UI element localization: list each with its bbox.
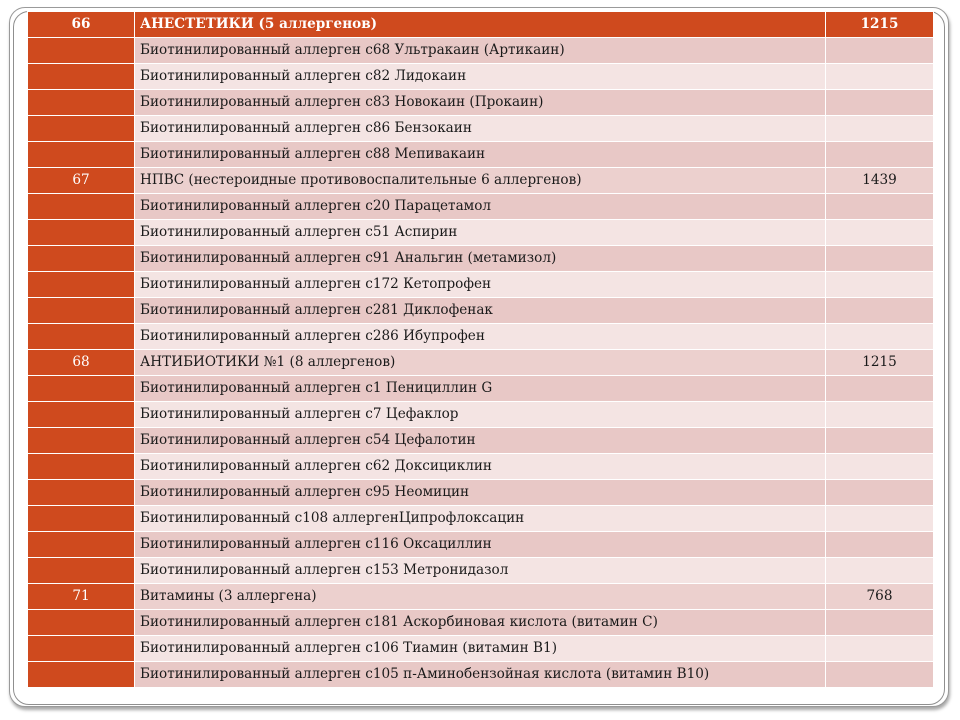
price-cell bbox=[826, 220, 934, 246]
table-row bbox=[28, 454, 934, 480]
price-cell bbox=[826, 272, 934, 298]
row-number-cell bbox=[28, 532, 135, 558]
row-number-cell bbox=[28, 194, 135, 220]
row-number-cell bbox=[28, 480, 135, 506]
row-number-cell bbox=[28, 558, 135, 584]
row-number-cell bbox=[28, 142, 135, 168]
table-row bbox=[28, 506, 934, 532]
row-number-cell: 71 bbox=[28, 584, 135, 610]
table-row bbox=[28, 246, 934, 272]
table-row bbox=[28, 272, 934, 298]
price-cell bbox=[826, 506, 934, 532]
table-row bbox=[28, 610, 934, 636]
table-row bbox=[28, 324, 934, 350]
price-cell bbox=[826, 454, 934, 480]
allergen-name-cell: Биотинилированный аллерген c181 Аскорбиновая кислота (витамин С) bbox=[135, 610, 826, 636]
allergen-name-cell: АНТИБИОТИКИ №1 (8 аллергенов) bbox=[135, 350, 826, 376]
table-row bbox=[28, 116, 934, 142]
group-header-row bbox=[28, 12, 934, 38]
row-number-cell bbox=[28, 376, 135, 402]
allergen-name-cell: Биотинилированный аллерген c54 Цефалотин bbox=[135, 428, 826, 454]
row-number-cell bbox=[28, 454, 135, 480]
table-row bbox=[28, 64, 934, 90]
price-cell: 1215 bbox=[826, 350, 934, 376]
price-cell bbox=[826, 116, 934, 142]
row-number-cell bbox=[28, 38, 135, 64]
table-row bbox=[28, 428, 934, 454]
table-row bbox=[28, 220, 934, 246]
row-number-cell bbox=[28, 90, 135, 116]
allergen-name-cell: Биотинилированный аллерген c51 Аспирин bbox=[135, 220, 826, 246]
group-header-row bbox=[28, 168, 934, 194]
row-number-cell bbox=[28, 246, 135, 272]
row-number-cell: 67 bbox=[28, 168, 135, 194]
row-number-cell bbox=[28, 116, 135, 142]
table-row bbox=[28, 142, 934, 168]
price-cell bbox=[826, 376, 934, 402]
row-number-cell bbox=[28, 428, 135, 454]
allergen-name-cell: Биотинилированный аллерген c281 Диклофенак bbox=[135, 298, 826, 324]
allergen-name-cell: Витамины (3 аллергена) bbox=[135, 584, 826, 610]
price-cell: 1215 bbox=[826, 12, 934, 38]
row-number-cell bbox=[28, 636, 135, 662]
allergen-name-cell: Биотинилированный аллерген c153 Метронидазол bbox=[135, 558, 826, 584]
row-number-cell: 68 bbox=[28, 350, 135, 376]
allergen-name-cell: Биотинилированный аллерген c286 Ибупрофен bbox=[135, 324, 826, 350]
table-row bbox=[28, 636, 934, 662]
row-number-cell bbox=[28, 324, 135, 350]
price-cell: 768 bbox=[826, 584, 934, 610]
allergen-name-cell: Биотинилированный аллерген c91 Анальгин (метамизол) bbox=[135, 246, 826, 272]
allergen-name-cell: Биотинилированный аллерген c1 Пенициллин G bbox=[135, 376, 826, 402]
allergen-price-table bbox=[27, 11, 934, 688]
price-cell bbox=[826, 532, 934, 558]
allergen-name-cell: Биотинилированный аллерген c172 Кетопрофен bbox=[135, 272, 826, 298]
allergen-name-cell: Биотинилированный аллерген c105 п-Аминобензойная кислота (витамин В10) bbox=[135, 662, 826, 688]
allergen-name-cell: Биотинилированный аллерген c68 Ультракаин (Артикаин) bbox=[135, 38, 826, 64]
price-cell bbox=[826, 90, 934, 116]
row-number-cell bbox=[28, 64, 135, 90]
table-row bbox=[28, 298, 934, 324]
allergen-name-cell: Биотинилированный аллерген c106 Тиамин (витамин В1) bbox=[135, 636, 826, 662]
table-body bbox=[28, 12, 934, 688]
price-cell bbox=[826, 636, 934, 662]
price-cell bbox=[826, 402, 934, 428]
row-number-cell bbox=[28, 220, 135, 246]
price-cell bbox=[826, 142, 934, 168]
table-row bbox=[28, 38, 934, 64]
row-number-cell bbox=[28, 506, 135, 532]
table-row bbox=[28, 402, 934, 428]
allergen-name-cell: Биотинилированный аллерген c20 Парацетамол bbox=[135, 194, 826, 220]
price-cell bbox=[826, 558, 934, 584]
price-cell bbox=[826, 480, 934, 506]
allergen-name-cell: Биотинилированный аллерген c62 Доксициклин bbox=[135, 454, 826, 480]
allergen-name-cell: Биотинилированный аллерген c88 Мепивакаин bbox=[135, 142, 826, 168]
allergen-name-cell: Биотинилированный аллерген c7 Цефаклор bbox=[135, 402, 826, 428]
row-number-cell bbox=[28, 298, 135, 324]
allergen-name-cell: Биотинилированный аллерген c82 Лидокаин bbox=[135, 64, 826, 90]
allergen-name-cell: Биотинилированный аллерген c116 Оксациллин bbox=[135, 532, 826, 558]
table-row bbox=[28, 532, 934, 558]
price-cell bbox=[826, 38, 934, 64]
table-row bbox=[28, 90, 934, 116]
table-row bbox=[28, 558, 934, 584]
group-header-row bbox=[28, 584, 934, 610]
row-number-cell: 66 bbox=[28, 12, 135, 38]
price-cell bbox=[826, 246, 934, 272]
table-row bbox=[28, 194, 934, 220]
row-number-cell bbox=[28, 662, 135, 688]
allergen-name-cell: Биотинилированный аллерген c83 Новокаин (Прокаин) bbox=[135, 90, 826, 116]
allergen-name-cell: Биотинилированный аллерген c95 Неомицин bbox=[135, 480, 826, 506]
table-row bbox=[28, 376, 934, 402]
row-number-cell bbox=[28, 610, 135, 636]
allergen-name-cell: НПВС (нестероидные противовоспалительные 6 аллергенов) bbox=[135, 168, 826, 194]
price-cell bbox=[826, 428, 934, 454]
allergen-name-cell: Биотинилированный аллерген c86 Бензокаин bbox=[135, 116, 826, 142]
price-cell bbox=[826, 298, 934, 324]
allergen-name-cell: АНЕСТЕТИКИ (5 аллергенов) bbox=[135, 12, 826, 38]
price-cell bbox=[826, 324, 934, 350]
group-header-row bbox=[28, 350, 934, 376]
price-cell bbox=[826, 610, 934, 636]
price-cell bbox=[826, 64, 934, 90]
price-cell bbox=[826, 194, 934, 220]
price-cell bbox=[826, 662, 934, 688]
table-row bbox=[28, 480, 934, 506]
table-row bbox=[28, 662, 934, 688]
price-cell: 1439 bbox=[826, 168, 934, 194]
row-number-cell bbox=[28, 272, 135, 298]
allergen-name-cell: Биотинилированный c108 аллергенЦипрофлоксацин bbox=[135, 506, 826, 532]
row-number-cell bbox=[28, 402, 135, 428]
